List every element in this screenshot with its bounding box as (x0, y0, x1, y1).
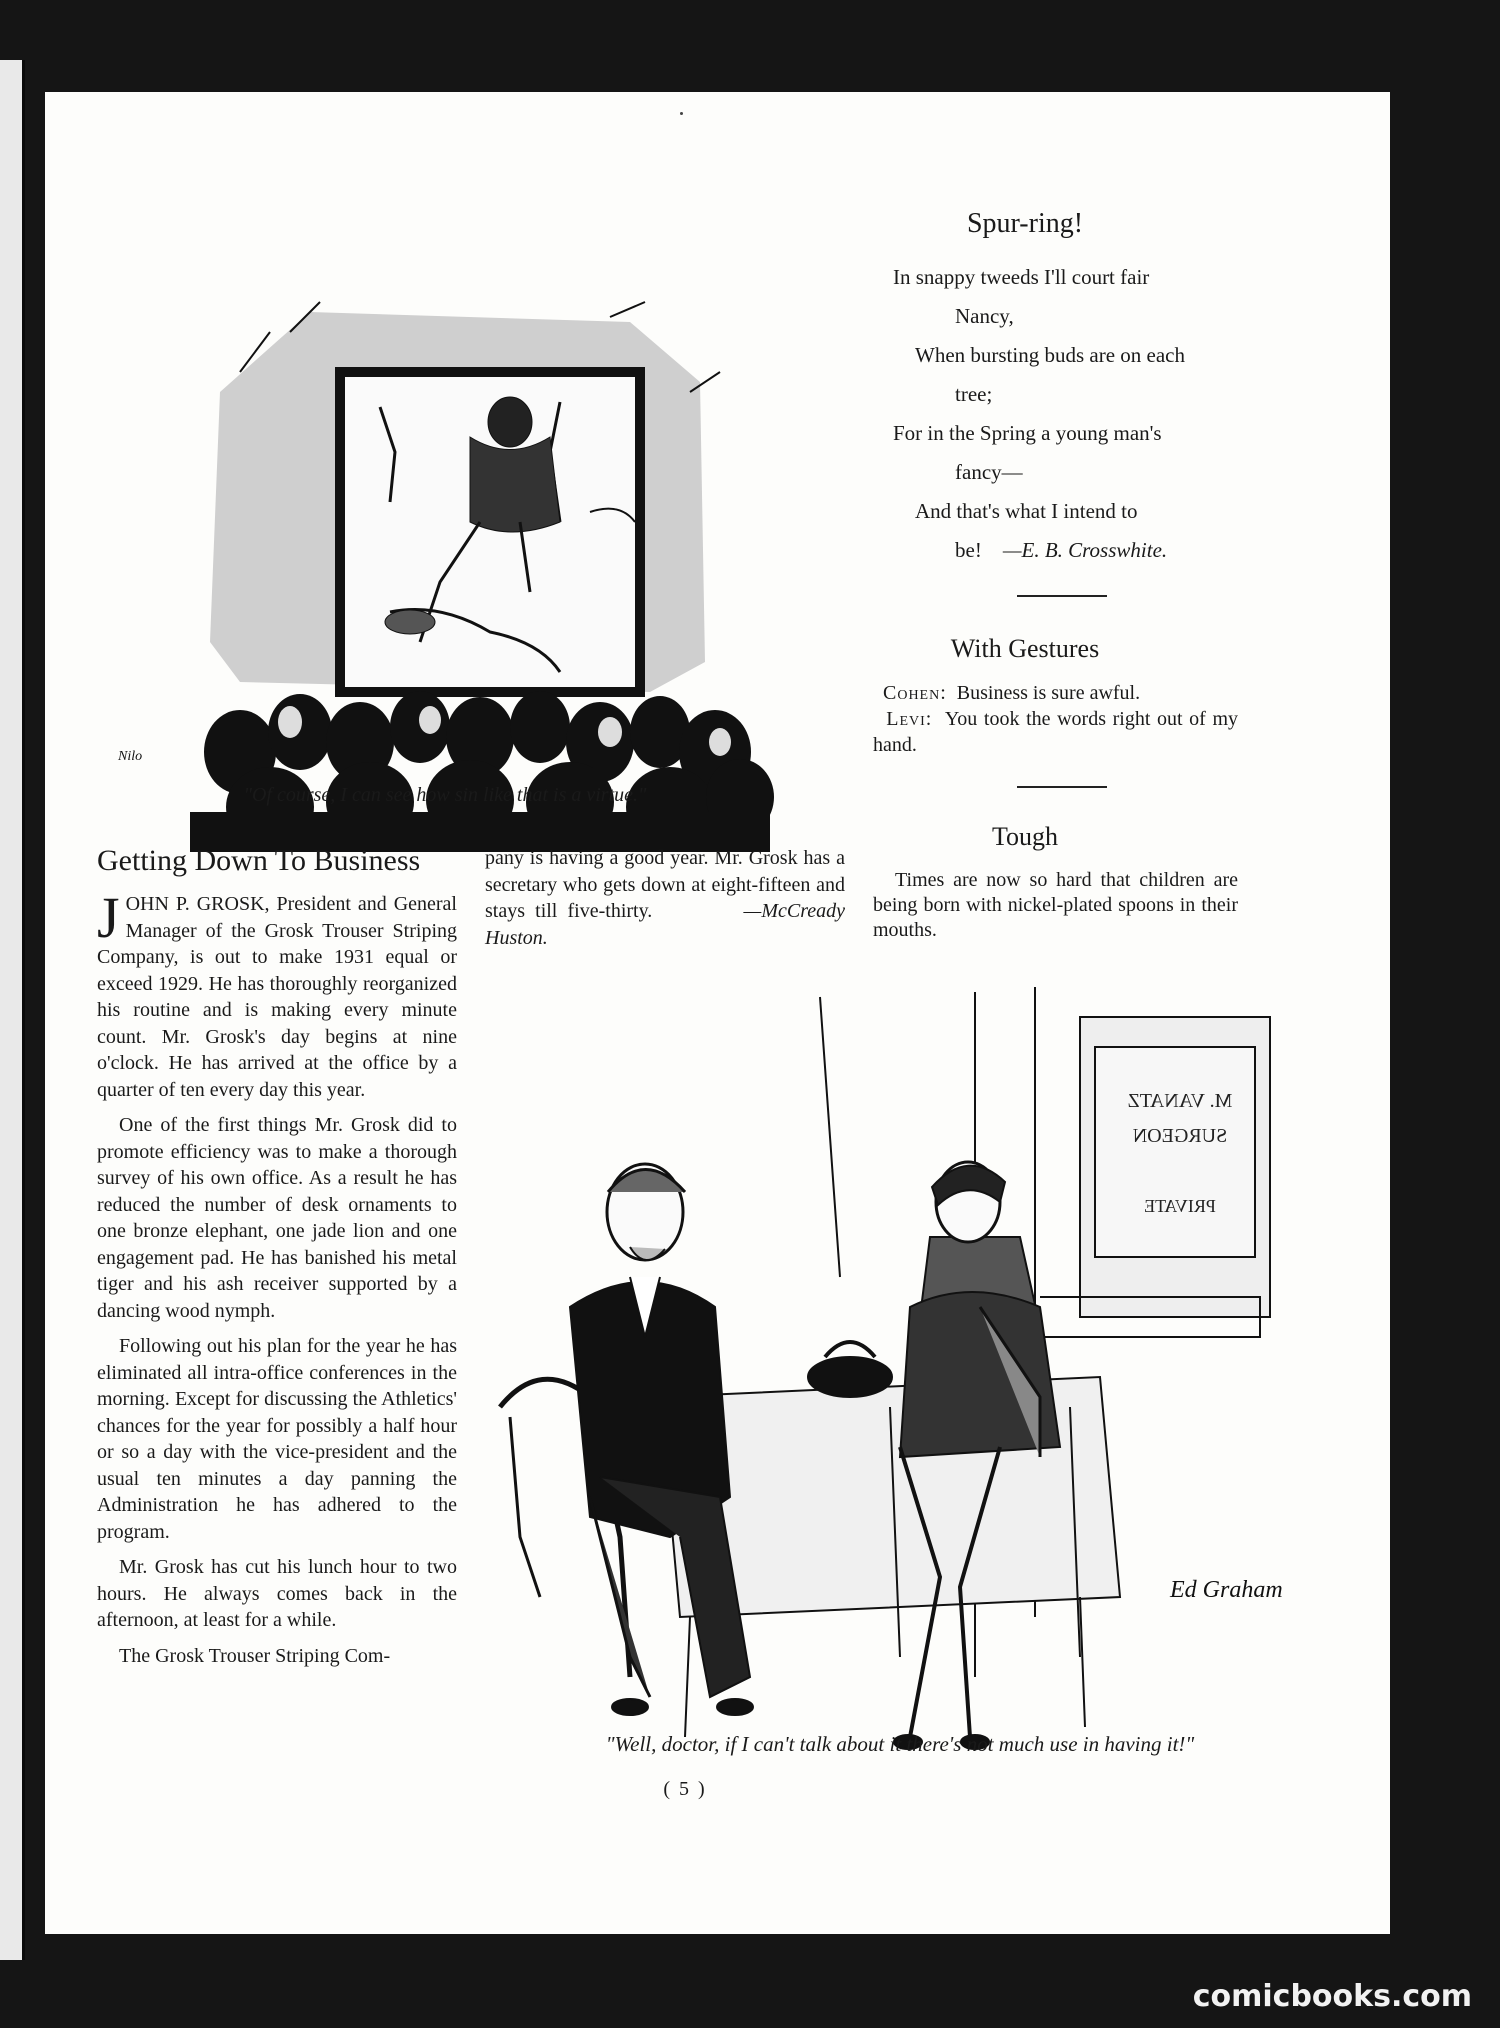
gestures-title: With Gestures (950, 634, 1100, 663)
movie-theater-cartoon (90, 222, 790, 852)
adjacent-page-edge (0, 60, 25, 1960)
door-line: SURGEON (1132, 1125, 1228, 1147)
page-number: ( 5 ) (663, 1778, 707, 1800)
tough-title: Tough (991, 822, 1059, 851)
article-column-1 (97, 885, 457, 1678)
poem-line: fancy— (955, 460, 1023, 484)
dialog-line: You took the words right out of my hand. (873, 708, 1239, 756)
door-line: M. VANATZ (1127, 1090, 1233, 1112)
poem-line: Nancy, (955, 304, 1014, 328)
divider (1017, 595, 1107, 597)
tough-text: Times are now so hard that children are being born with nickel-plated spoons in their mouths. (873, 869, 1238, 941)
article-paragraph: pany is having a good year. Mr. Grosk has a secretary who gets down at eight-fifteen and stays till five-thirty. (485, 847, 845, 922)
magazine-page (45, 92, 1390, 1934)
poem-body (893, 258, 1223, 570)
article-paragraph: Mr. Grosk has cut his lunch hour to two hours. He always comes back in the afternoon, at least for a while. (97, 1556, 457, 1631)
poem-line: In snappy tweeds I'll court fair (893, 265, 1150, 289)
poem-line: tree; (955, 382, 993, 406)
svg-text:Nilo: Nilo (118, 749, 143, 764)
cartoon2-caption: "Well, doctor, if I can't talk about it there's not much use in having it!" (605, 1732, 1195, 1756)
drop-cap: J (97, 885, 120, 950)
gestures-dialog (873, 680, 1238, 758)
doctor-office-cartoon (480, 977, 1290, 1777)
cartoon1-caption: "Of course, I can see how sin like that is a virtue." (243, 784, 647, 806)
article-paragraph: Following out his plan for the year he has eliminated all intra-office conferences in the morning. Except for discussing the Athletics' chances for the year for possibly a half hour or so a day with the vice-president and the usual ten minutes a day panning the Administration he has adhered to the program. (97, 1335, 457, 1543)
article-column-2 (485, 845, 845, 951)
dialog-line: Business is sure awful. (956, 682, 1141, 704)
article-title: Getting Down To Business (97, 844, 421, 877)
poem-line: When bursting buds are on each (915, 343, 1185, 367)
article-paragraph: The Grosk Trouser Striping Com- (119, 1644, 391, 1667)
speck (680, 112, 683, 115)
artist-signature: Ed Graham (1170, 1577, 1283, 1603)
article-byline: —McCready Huston. (485, 900, 846, 949)
watermark: comicbooks.com (1192, 1979, 1472, 2014)
article-paragraph: OHN P. GROSK, President and General Manager of the Grosk Trouser Striping Company, is out to make 1931 equal or exceed 1929. He has thoroughly reorganized his routine and is making every minute count. Mr. Grosk's day begins at nine o'clock. He has arrived at the office by a quarter of ten every day this year. (97, 893, 457, 1101)
poem-byline: —E. B. Crosswhite. (1002, 538, 1168, 562)
speaker-levi: Levi: (886, 708, 933, 730)
poem-line: And that's what I intend to (915, 499, 1138, 523)
poem-title: Spur-ring! (966, 208, 1084, 239)
poem-line: be! (955, 538, 982, 562)
door-line: PRIVATE (1144, 1196, 1216, 1216)
divider (1017, 786, 1107, 788)
article-paragraph: One of the first things Mr. Grosk did to promote efficiency was to make a thorough survey of his own office. As a result he has reduced the number of desk ornaments to one bronze elephant, one jade lion and one engagement pad. He has banished his metal tiger and his ash receiver supported by a dancing wood nymph. (97, 1114, 457, 1322)
poem-line: For in the Spring a young man's (893, 421, 1162, 445)
speaker-cohen: Cohen: (883, 682, 947, 704)
